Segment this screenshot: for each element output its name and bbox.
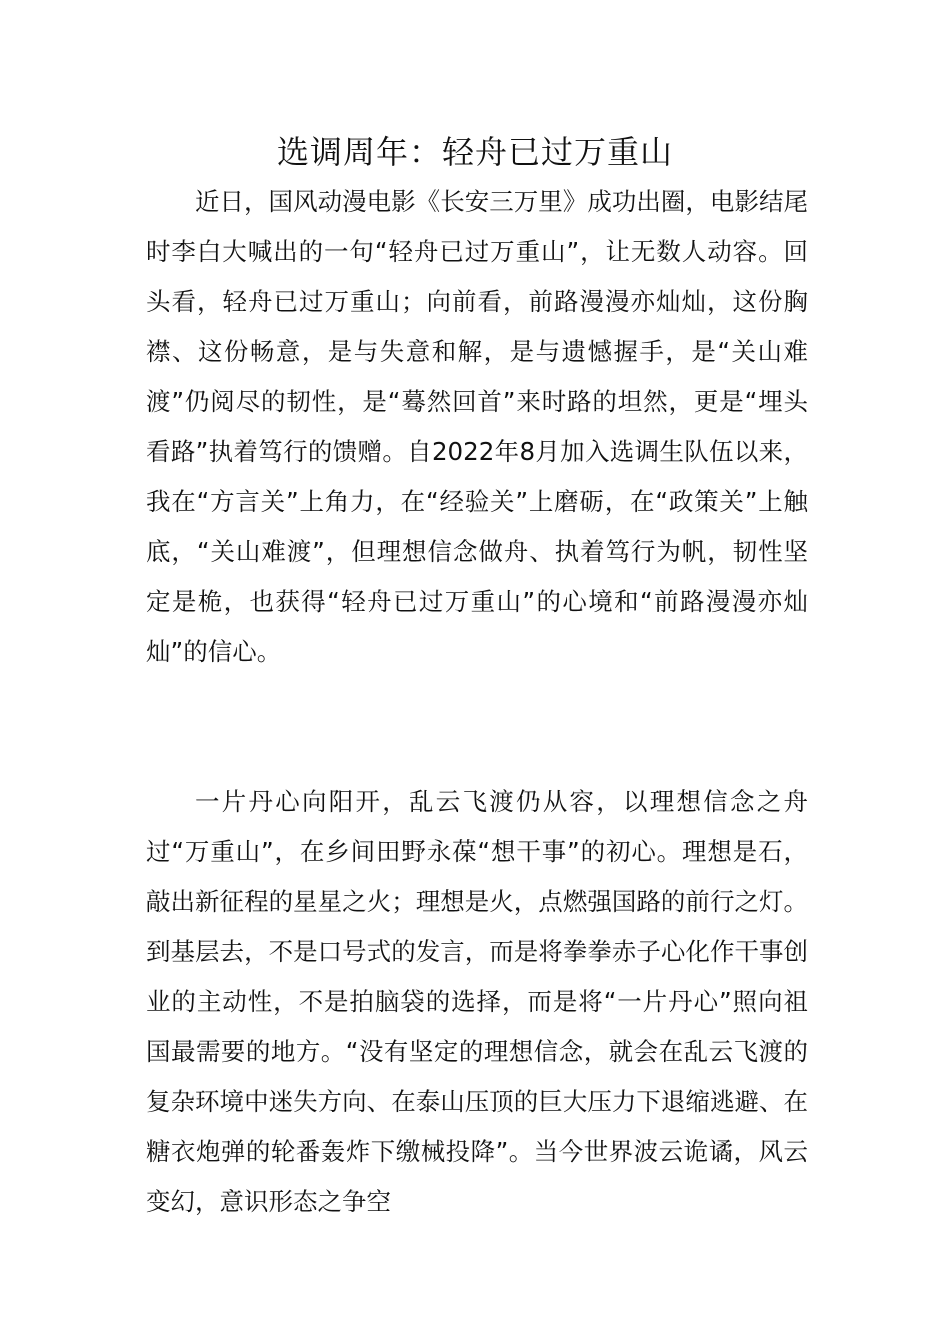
body-paragraph: 近日，国风动漫电影《长安三万里》成功出圈，电影结尾时李白大喊出的一句“轻舟已过万重山”，让无数人动容。回头看，轻舟已过万重山；向前看，前路漫漫亦灿灿，这份胸襟、这份畅意，是与失意和解，是与遗憾握手，是“关山难渡”仍阅尽的韧性，是“蓦然回首”来时路的坦然，更是“埋头看路”执着笃行的馈赠。自2022年8月加入选调生队伍以来，我在“方言关”上角力，在“经验关”上磨砺，在“政策关”上触底，“关山难渡”，但理想信念做舟、执着笃行为帆，韧性坚定是桅，也获得“轻舟已过万重山”的心境和“前路漫漫亦灿灿”的信心。 xyxy=(146,187,808,666)
body-paragraph: 一片丹心向阳开，乱云飞渡仍从容，以理想信念之舟过“万重山”，在乡间田野永葆“想干事”的初心。理想是石，敲出新征程的星星之火；理想是火，点燃强国路的前行之灯。到基层去，不是口号式的发言，而是将拳拳赤子心化作干事创业的主动性，不是拍脑袋的选择，而是将“一片丹心”照向祖国最需要的地方。“没有坚定的理想信念，就会在乱云飞渡的复杂环境中迷失方向、在泰山压顶的巨大压力下退缩逃避、在糖衣炮弹的轮番轰炸下缴械投降”。当今世界波云诡谲，风云变幻，意识形态之争空 xyxy=(146,787,808,1216)
document-title: 选调周年：轻舟已过万重山 xyxy=(276,133,673,171)
